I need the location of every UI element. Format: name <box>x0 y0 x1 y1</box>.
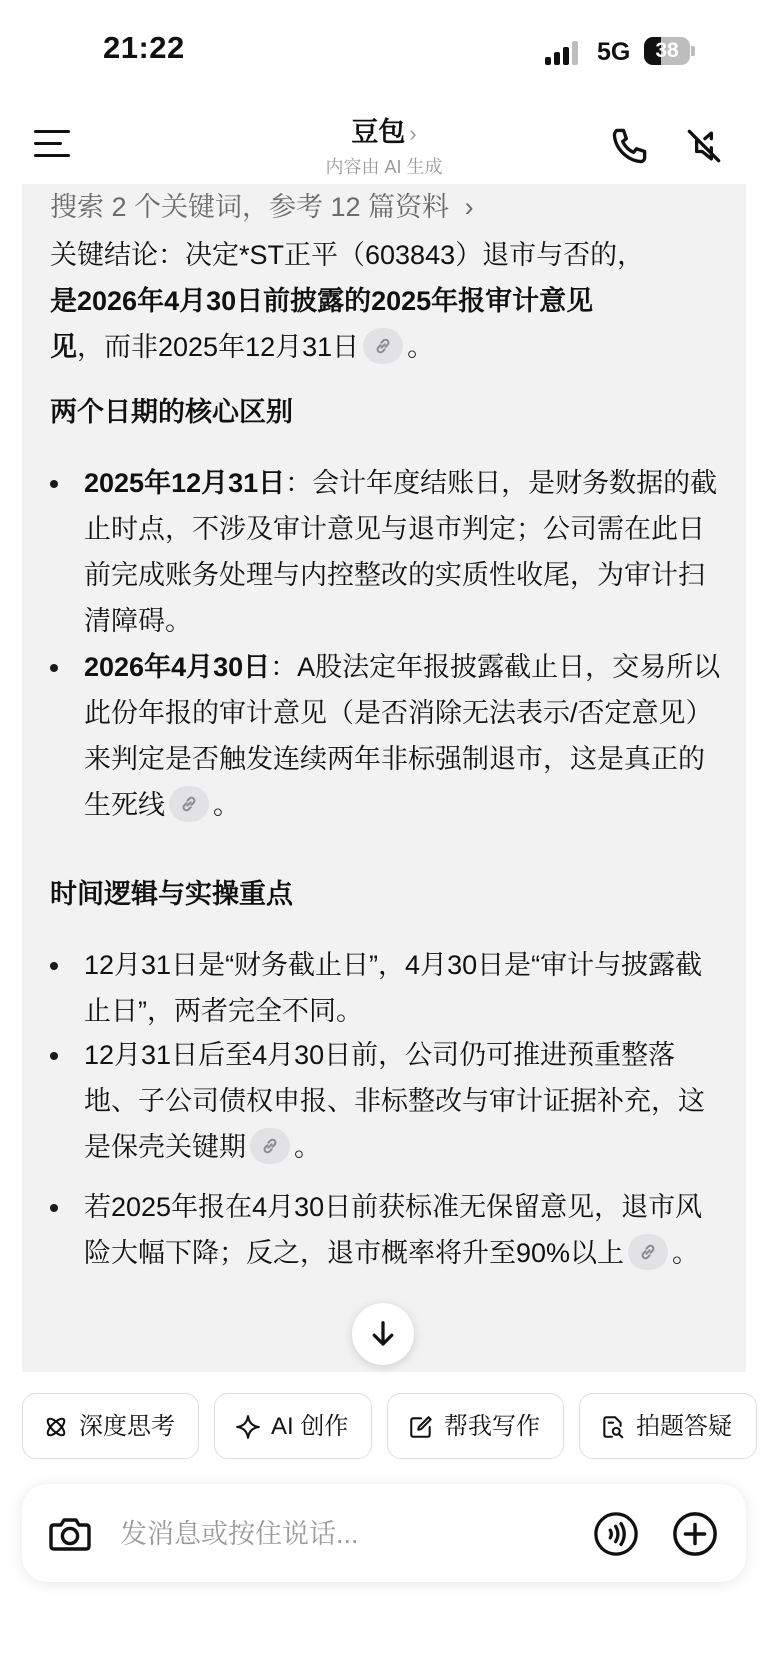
chat-message-area[interactable] <box>22 184 746 1372</box>
conclusion-paragraph <box>50 232 710 370</box>
period: 。 <box>294 1132 321 1162</box>
arrow-down-icon <box>368 1318 398 1350</box>
bullet-bold-date: 2025年12月31日 <box>84 468 286 498</box>
bullet-dot <box>50 962 58 970</box>
bullet-text: 12月31日是“财务截止日”，4月30日是“审计与披露截止日”，两者完全不同。 <box>84 950 703 1026</box>
bot-name: 豆包 <box>351 117 406 147</box>
section-heading-date-difference: 两个日期的核心区别 <box>50 397 293 427</box>
search-references-label: 搜索 2 个关键词，参考 12 篇资料 <box>50 192 450 222</box>
bullet-text: ：会计年度结账日，是财务数据的截止时点，不涉及审计意见与退市判定；公司需在此日前完成账务处理与内控整改的实质性收尾，为审计扫清障碍。 <box>84 468 718 636</box>
conclusion-bold: 是2026年4月30日前披露的2025年报审计意见 <box>50 286 594 316</box>
signal-icon <box>545 41 585 65</box>
bullet-dot <box>50 1052 58 1060</box>
quick-action-label: AI 创作 <box>271 1413 349 1440</box>
speaker-muted-icon[interactable] <box>682 124 726 168</box>
menu-icon[interactable] <box>34 130 74 158</box>
conclusion-suffix: ，而非2025年12月31日 <box>77 332 360 362</box>
ai-disclaimer: 内容由 AI 生成 <box>325 157 443 177</box>
quick-action-label: 帮我写作 <box>444 1413 540 1440</box>
phone-call-icon[interactable] <box>608 124 652 168</box>
network-label: 5G <box>597 38 631 66</box>
bullet-text: 12月31日后至4月30日前，公司仍可推进预重整落地、子公司债权申报、非标整改与审计证据补充，这是保壳关键期 <box>84 1040 705 1162</box>
plus-icon[interactable] <box>672 1511 718 1557</box>
scroll-to-bottom-button[interactable] <box>352 1303 414 1365</box>
camera-icon[interactable] <box>46 1510 94 1558</box>
bullet-text: 若2025年报在4月30日前获标准无保留意见，退市风险大幅下降；反之，退市概率将升至90%以上 <box>84 1192 703 1268</box>
bullet-bold-date: 2026年4月30日 <box>84 652 271 682</box>
section-heading-timeline: 时间逻辑与实操重点 <box>50 879 293 909</box>
chevron-right-icon: › <box>464 192 474 222</box>
quick-action-photo-question[interactable] <box>579 1393 757 1459</box>
bullet-dot <box>50 1204 58 1212</box>
citation-link-icon[interactable] <box>628 1234 668 1270</box>
quick-action-deep-think[interactable] <box>22 1393 199 1459</box>
chat-header <box>0 100 768 184</box>
search-references-link[interactable] <box>50 184 474 230</box>
quick-action-ai-create[interactable] <box>214 1393 372 1459</box>
voice-call-icon[interactable] <box>593 1511 639 1557</box>
bullet-dot <box>50 664 58 672</box>
chevron-right-icon: › <box>409 121 417 146</box>
status-time: 21:22 <box>103 30 185 65</box>
conclusion-prefix: 关键结论：决定*ST正平（603843）退市与否的， <box>50 240 645 270</box>
message-input[interactable] <box>118 1508 592 1560</box>
document-search-icon <box>600 1414 626 1440</box>
message-composer <box>22 1484 746 1582</box>
sparkle-icon <box>235 1414 261 1440</box>
citation-link-icon[interactable] <box>363 328 403 364</box>
battery-icon <box>644 37 696 65</box>
quick-action-label: 拍题答疑 <box>636 1413 732 1440</box>
conclusion-bold-tail: 见 <box>50 332 77 362</box>
quick-action-help-write[interactable] <box>387 1393 564 1459</box>
period: 。 <box>213 790 240 820</box>
bot-title[interactable] <box>234 110 534 179</box>
battery-level: 38 <box>655 39 679 62</box>
period: 。 <box>672 1238 700 1268</box>
citation-link-icon[interactable] <box>250 1128 290 1164</box>
citation-link-icon[interactable] <box>169 786 209 822</box>
quick-action-label: 深度思考 <box>79 1413 175 1440</box>
atom-icon <box>43 1414 69 1440</box>
edit-note-icon <box>408 1414 434 1440</box>
period: 。 <box>407 332 435 362</box>
status-bar <box>0 0 768 100</box>
bullet-text: ：A股法定年报披露截止日，交易所以此份年报的审计意见（是否消除无法表示/否定意见）来判定是否触发连续两年非标强制退市，这是真正的生死线 <box>84 652 721 820</box>
bullet-dot <box>50 480 58 488</box>
